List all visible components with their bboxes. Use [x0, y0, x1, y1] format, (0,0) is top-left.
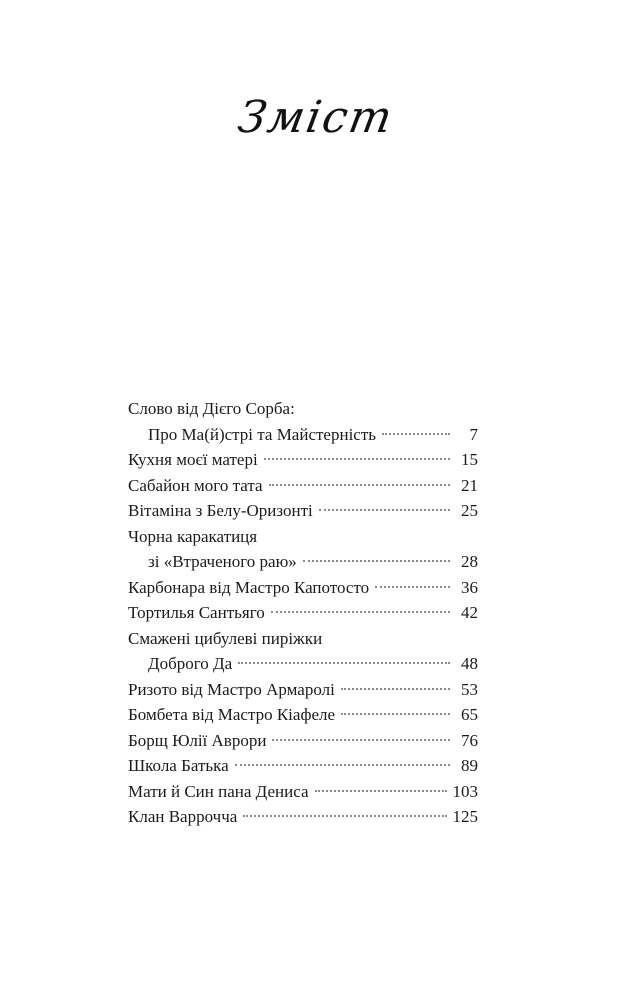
- toc-page-number: 25: [461, 501, 478, 520]
- toc-page-number: 28: [461, 552, 478, 571]
- toc-entry[interactable]: [128, 575, 478, 601]
- toc-entry-title: Бомбета від Мастро Кіафеле: [128, 705, 336, 724]
- toc-entry-title: Смажені цибулеві пиріжки: [128, 628, 323, 648]
- toc-entry-title: Доброго Да: [148, 654, 233, 673]
- toc-entry-line: [128, 626, 478, 652]
- toc-entry-title: Борщ Юлії Аврори: [128, 730, 267, 750]
- toc-page-number: 7: [469, 424, 478, 444]
- toc-page-number: 103: [452, 781, 478, 801]
- toc-entry[interactable]: [128, 651, 478, 677]
- dot-leader: [303, 560, 450, 562]
- toc-entry[interactable]: [128, 779, 478, 805]
- toc-page-number: 21: [461, 475, 478, 495]
- toc-entry-title: Карбонара від Мастро Капотосто: [128, 577, 370, 597]
- toc-entry-title: Клан Варрочча: [128, 807, 238, 826]
- toc-page-number: 53: [461, 679, 478, 699]
- toc-entry-title: Школа Батька: [128, 756, 229, 775]
- toc-entry-title: Тортилья Сантьяго: [128, 603, 265, 622]
- toc-entry[interactable]: [128, 804, 478, 830]
- toc-entry-line: [128, 524, 478, 550]
- toc-page-number: 36: [461, 577, 478, 597]
- dot-leader: [315, 790, 447, 792]
- dot-leader: [271, 611, 450, 613]
- toc-entry[interactable]: [128, 473, 478, 499]
- dot-leader: [382, 433, 450, 435]
- toc-entry[interactable]: [128, 600, 478, 626]
- toc-page-number: 76: [461, 730, 478, 750]
- toc-page-number: 125: [452, 807, 478, 826]
- dot-leader: [243, 815, 446, 817]
- dot-leader: [238, 662, 450, 664]
- toc-entry[interactable]: [128, 447, 478, 473]
- toc-entry-title: Чорна каракатиця: [128, 526, 258, 546]
- toc-entry-title: Про Ма(й)стрі та Майстерність: [148, 424, 377, 444]
- contents-heading: Зміст: [234, 92, 398, 143]
- toc-entry-line: [128, 396, 478, 422]
- toc-entry-title: Ризото від Мастро Армаролі: [128, 679, 335, 699]
- toc-page-number: 48: [461, 654, 478, 673]
- table-of-contents: [128, 396, 478, 830]
- toc-page-number: 15: [461, 450, 478, 469]
- toc-page-number: 65: [461, 705, 478, 724]
- toc-page-number: 42: [461, 603, 478, 622]
- toc-entry-title: Слово від Дієго Сорба:: [128, 399, 295, 418]
- dot-leader: [319, 509, 450, 511]
- toc-entry-title: зі «Втраченого раю»: [148, 552, 297, 571]
- toc-entry-title: Кухня моєї матері: [128, 450, 258, 469]
- dot-leader: [272, 739, 450, 741]
- toc-entry[interactable]: [128, 422, 478, 448]
- toc-entry[interactable]: [128, 498, 478, 524]
- toc-entry[interactable]: [128, 677, 478, 703]
- toc-entry[interactable]: [128, 702, 478, 728]
- dot-leader: [341, 688, 450, 690]
- dot-leader: [269, 484, 450, 486]
- toc-entry[interactable]: [128, 753, 478, 779]
- toc-entry[interactable]: [128, 728, 478, 754]
- dot-leader: [264, 458, 450, 460]
- toc-entry-title: Вітаміна з Белу-Оризонті: [128, 501, 313, 520]
- toc-entry-title: Мати й Син пана Дениса: [128, 781, 309, 801]
- dot-leader: [235, 764, 450, 766]
- toc-entry[interactable]: [128, 549, 478, 575]
- toc-page-number: 89: [461, 756, 478, 775]
- toc-entry-title: Сабайон мого тата: [128, 475, 263, 495]
- dot-leader: [341, 713, 450, 715]
- dot-leader: [375, 586, 450, 588]
